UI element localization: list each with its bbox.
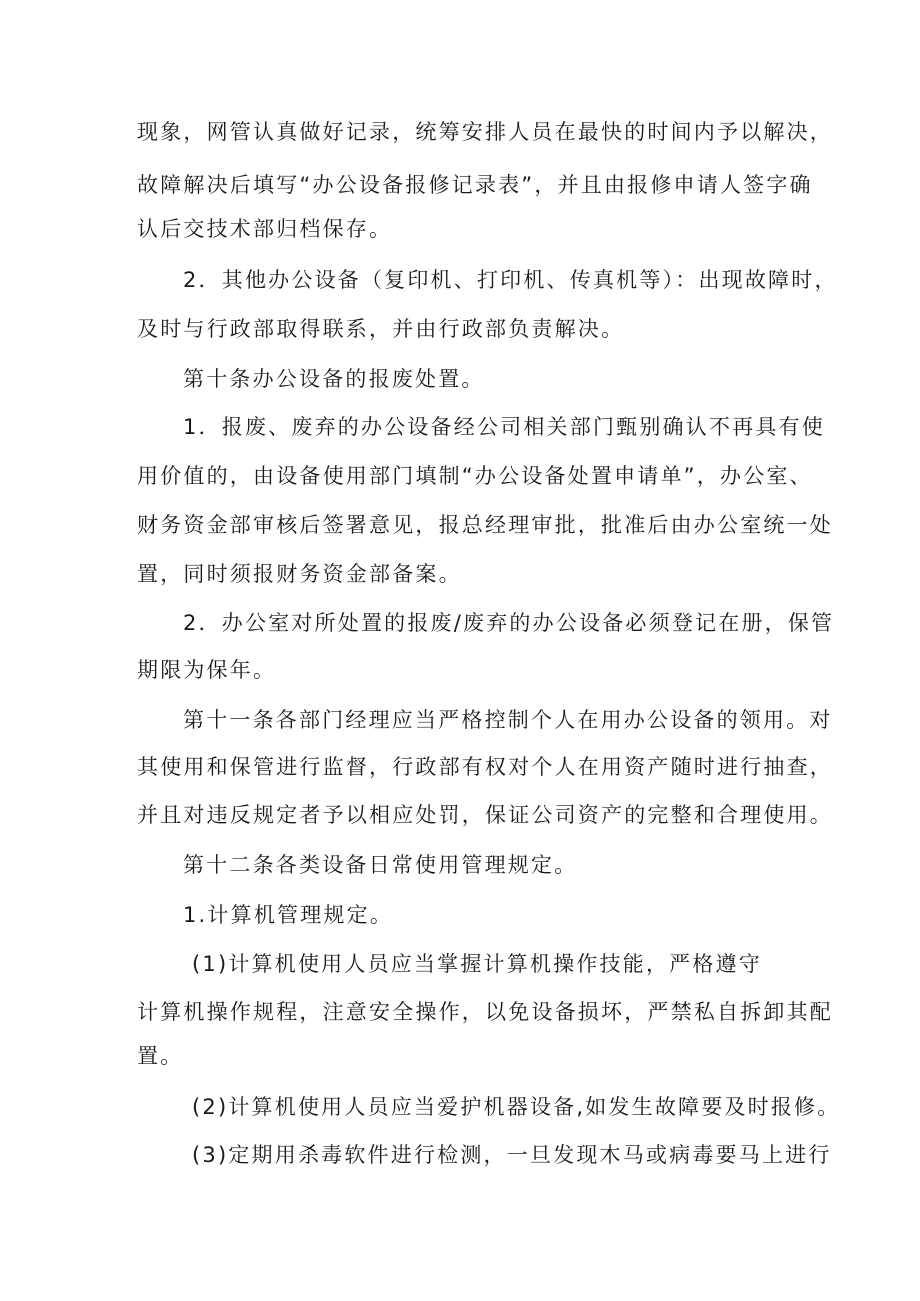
paragraph-line: 置，同时须报财务资金部备案。 bbox=[137, 562, 462, 586]
paragraph-line: 2．其他办公设备（复印机、打印机、传真机等）：出现故障时， bbox=[183, 268, 838, 292]
paragraph-line: 计算机操作规程，注意安全操作，以免设备损坏，严禁私自拆卸其配 bbox=[137, 1000, 833, 1024]
paragraph-line: 现象，网管认真做好记录，统筹安排人员在最快的时间内予以解决， bbox=[137, 120, 833, 144]
section-heading: 第十条办公设备的报废处置。 bbox=[183, 367, 485, 391]
paragraph-line: 财务资金部审核后签署意见，报总经理审批，批准后由办公室统一处 bbox=[137, 513, 833, 537]
paragraph-line: (3)定期用杀毒软件进行检测，一旦发现木马或病毒要马上进行 bbox=[192, 1143, 832, 1167]
paragraph-line: (2)计算机使用人员应当爱护机器设备,如发生故障要及时报修。 bbox=[192, 1095, 841, 1119]
paragraph-line: 并且对违反规定者予以相应处罚，保证公司资产的完整和合理使用。 bbox=[137, 803, 833, 827]
paragraph-line: 第十一条各部门经理应当严格控制个人在用办公设备的领用。对 bbox=[183, 708, 833, 732]
paragraph-line: 及时与行政部取得联系，并由行政部负责解决。 bbox=[137, 317, 625, 341]
paragraph-line: 置。 bbox=[137, 1044, 184, 1068]
paragraph-line: 1．报废、废弃的办公设备经公司相关部门甄别确认不再具有使 bbox=[183, 415, 825, 439]
paragraph-line: (1)计算机使用人员应当掌握计算机操作技能，严格遵守 bbox=[192, 952, 762, 976]
subsection-heading: 1.计算机管理规定。 bbox=[183, 903, 394, 927]
section-heading: 第十二条各类设备日常使用管理规定。 bbox=[183, 853, 578, 877]
paragraph-line: 故障解决后填写“办公设备报修记录表”，并且由报修申请人签字确 bbox=[137, 173, 813, 197]
paragraph-line: 期限为保年。 bbox=[137, 658, 277, 682]
paragraph-line: 2．办公室对所处置的报废/废弃的办公设备必须登记在册，保管 bbox=[183, 611, 835, 635]
paragraph-line: 用价值的，由设备使用部门填制“办公设备处置申请单”，办公室、 bbox=[137, 464, 813, 488]
paragraph-line: 其使用和保管进行监督，行政部有权对个人在用资产随时进行抽查， bbox=[137, 755, 833, 779]
paragraph-line: 认后交技术部归档保存。 bbox=[137, 217, 393, 241]
